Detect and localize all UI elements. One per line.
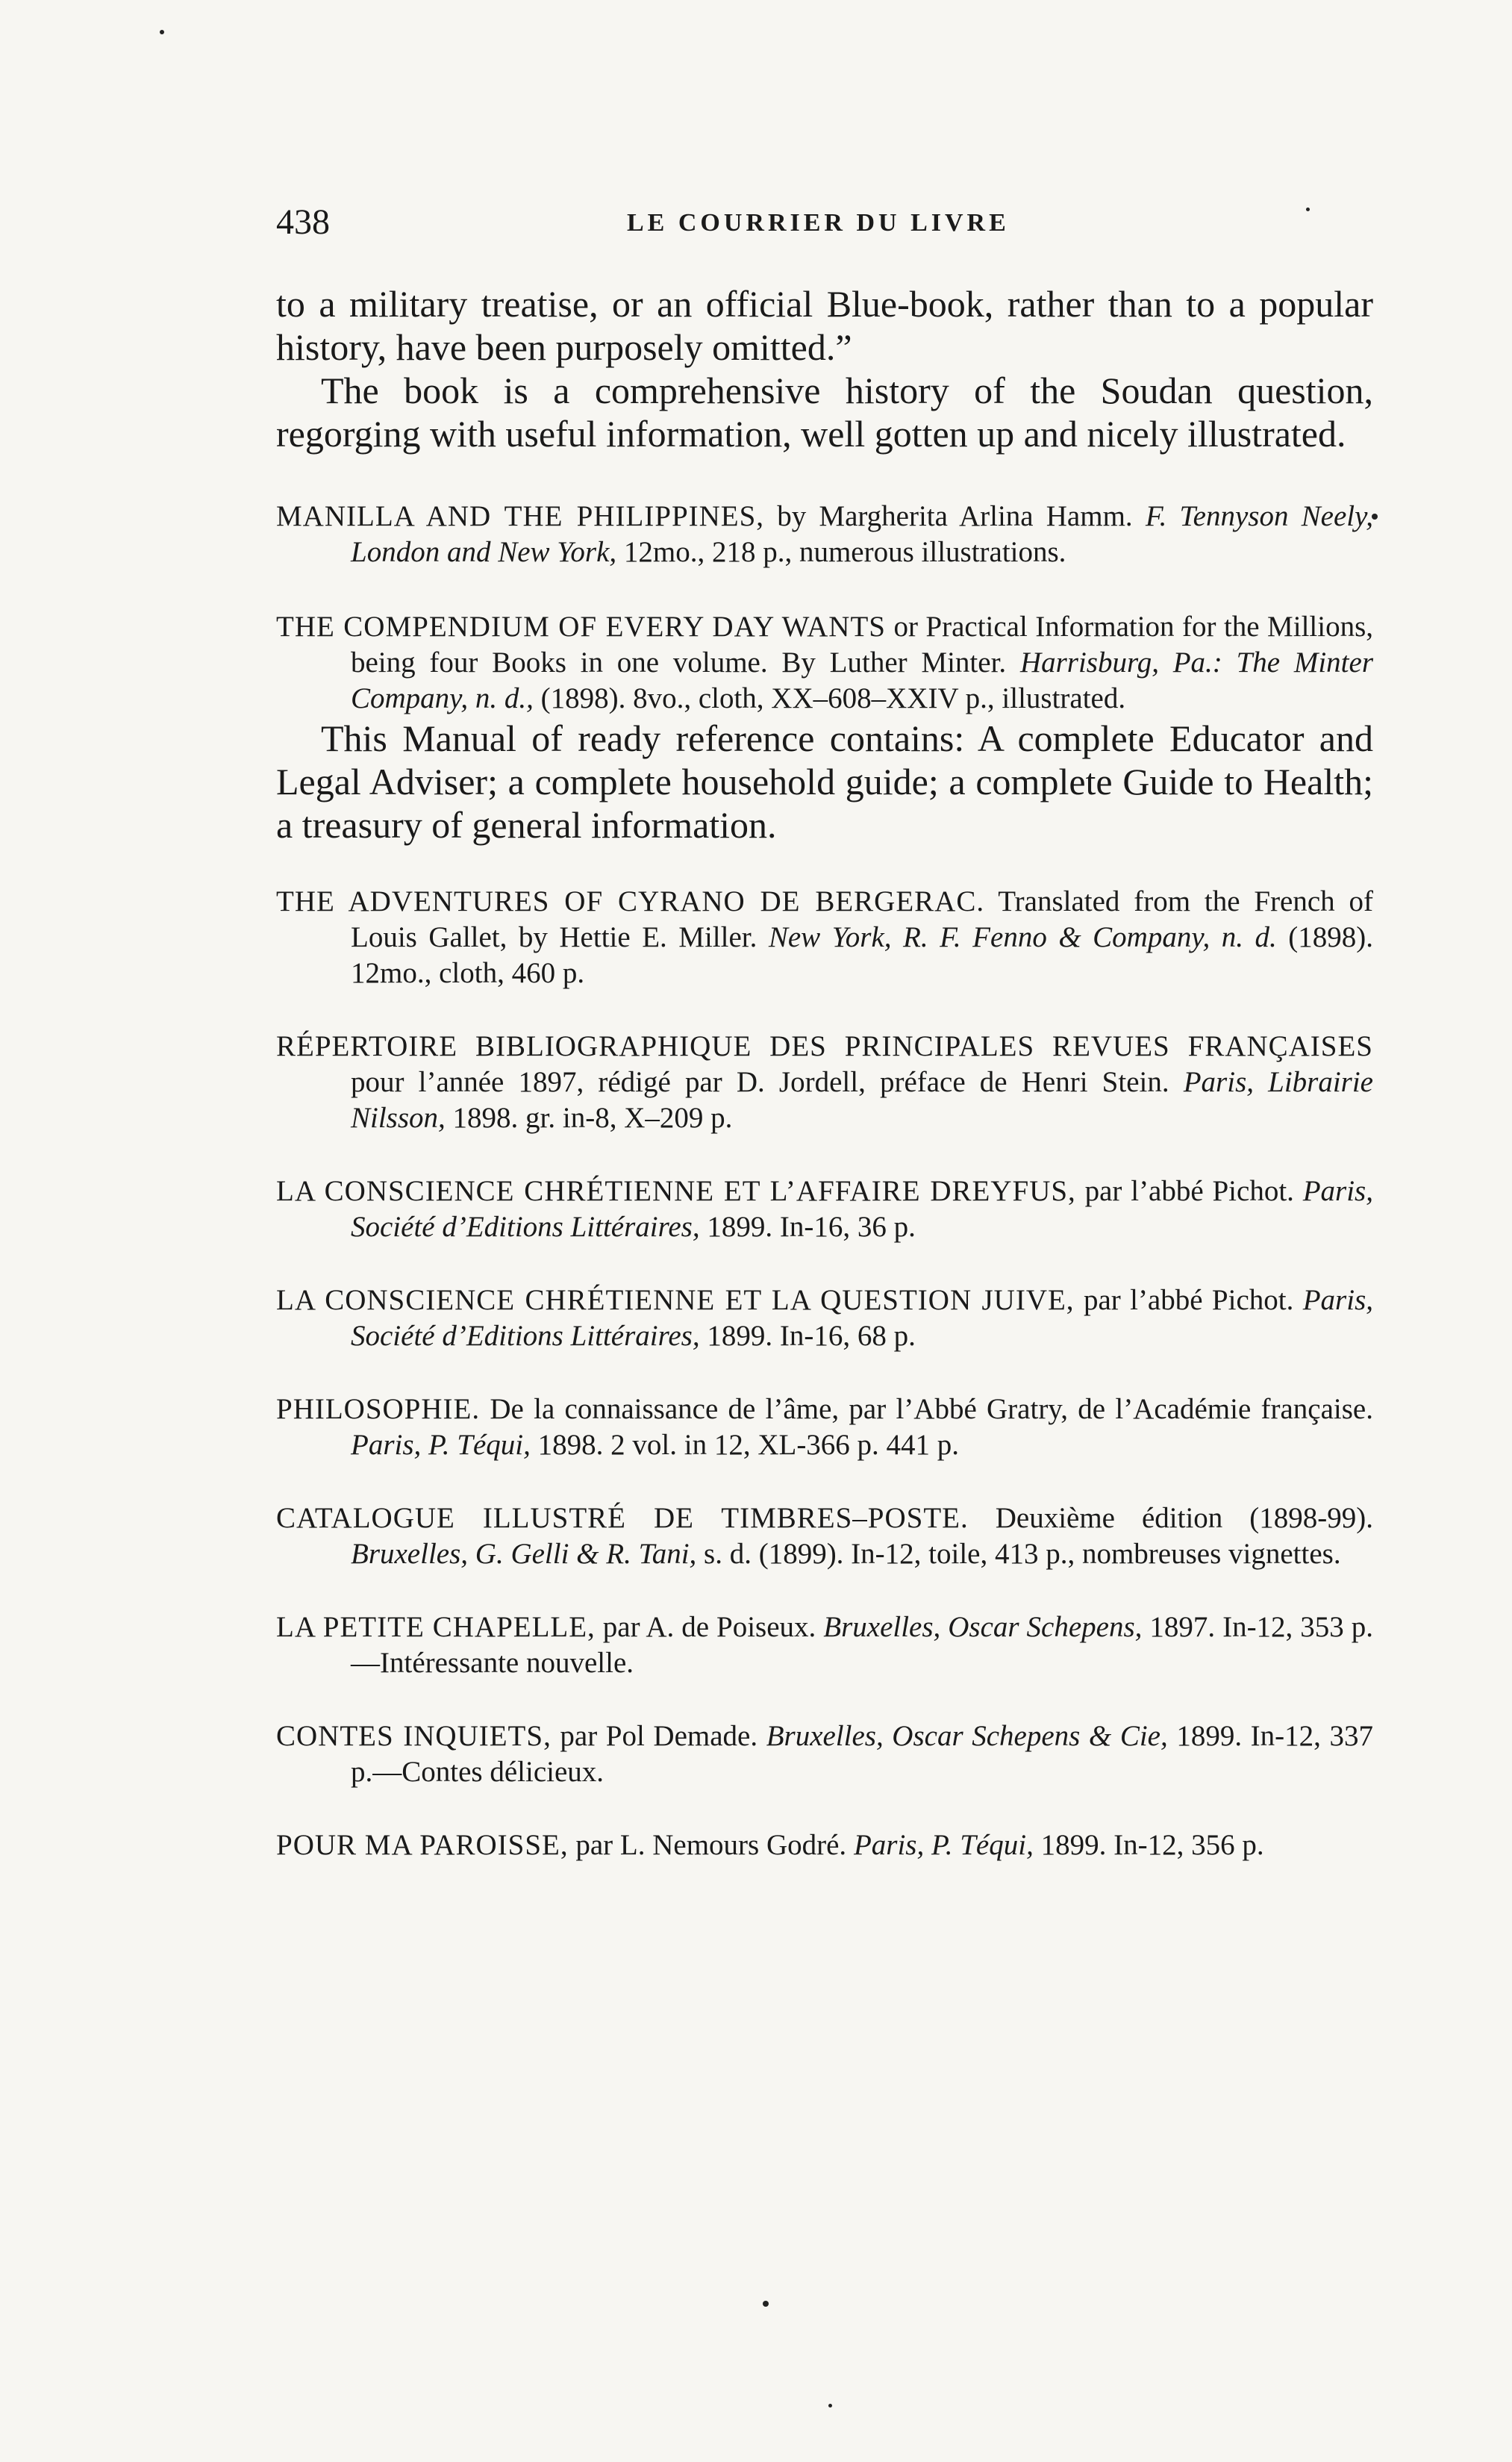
- entry-text: or Practical Information for the Millions, being four Books in one volume. By Luther Minter.: [351, 611, 1374, 679]
- entry-imprint: Paris, Librairie Nilsson,: [351, 1066, 1373, 1134]
- entry-imprint: Paris, P. Téqui,: [853, 1829, 1034, 1861]
- intro-paragraph: The book is a comprehensive history of the Soudan question, regorging with useful information, well gotten up and nicely illustrated.: [276, 370, 1373, 455]
- entry-imprint: Paris, P. Téqui,: [351, 1429, 531, 1461]
- entry-title: THE COMPENDIUM OF EVERY DAY WANTS: [276, 611, 886, 643]
- entry-imprint: New York, R. F. Fenno & Company, n. d.: [768, 921, 1277, 953]
- entry-title: PHILOSOPHIE.: [276, 1393, 481, 1425]
- entry-imprint: Bruxelles, Oscar Schepens,: [823, 1611, 1143, 1643]
- entry-title: MANILLA AND THE PHILIPPINES,: [276, 500, 765, 532]
- entry-text: par A. de Poiseux.: [595, 1611, 824, 1643]
- ink-speck: [160, 30, 164, 34]
- page-number: 438: [276, 202, 330, 242]
- entry-imprint: Harrisburg, Pa.: The Minter Company, n. d.,: [351, 646, 1373, 714]
- entry-title: LA CONSCIENCE CHRÉTIENNE ET LA QUESTION JUIVE,: [276, 1284, 1075, 1316]
- page-body: [276, 282, 1373, 1863]
- entry-title: RÉPERTOIRE BIBLIOGRAPHIQUE DES PRINCIPALES REVUES FRANÇAISES: [276, 1030, 1373, 1062]
- entry-details: (1898). 8vo., cloth, XX–608–XXIV p., illustrated.: [533, 682, 1126, 714]
- intro-paragraph: to a military treatise, or an official Blue-book, rather than to a popular history, have been purposely omitted.”: [276, 283, 1373, 368]
- entry-text: Deuxième édition (1898-99).: [968, 1502, 1373, 1534]
- entry-imprint: Bruxelles, Oscar Schepens & Cie,: [766, 1720, 1168, 1752]
- book-entry: [276, 1174, 1373, 1245]
- entry-details: 1899. In-12, 337 p.—Contes délicieux.: [351, 1720, 1373, 1788]
- entry-title: LA PETITE CHAPELLE,: [276, 1611, 596, 1643]
- entry-text: De la connaissance de l’âme, par l’Abbé Gratry, de l’Académie française.: [480, 1393, 1373, 1425]
- entry-text: par l’abbé Pichot.: [1075, 1175, 1303, 1207]
- entry-details: s. d. (1899). In-12, toile, 413 p., nombreuses vignettes.: [696, 1538, 1341, 1570]
- running-title: LE COURRIER DU LIVRE: [627, 209, 1010, 237]
- book-entry: [276, 1827, 1373, 1863]
- entry-text: par L. Nemours Godré.: [568, 1829, 854, 1861]
- book-entry: [276, 1392, 1373, 1463]
- book-entry: [276, 1718, 1373, 1790]
- ink-speck: [763, 2301, 769, 2307]
- entry-title: CATALOGUE ILLUSTRÉ DE TIMBRES–POSTE.: [276, 1502, 969, 1534]
- entry-details: (1898). 12mo., cloth, 460 p.: [351, 921, 1373, 989]
- entry-text: par Pol Demade.: [551, 1720, 766, 1752]
- entry-imprint: Paris, Société d’Editions Littéraires,: [351, 1284, 1373, 1352]
- entry-details: 1899. In-12, 356 p.: [1033, 1829, 1264, 1861]
- book-entry: [276, 1029, 1373, 1136]
- entry-note: This Manual of ready reference contains: A complete Educator and Legal Adviser; a complete household guide; a complete Guide to Health; a treasury of general information.: [276, 717, 1373, 846]
- entry-text: pour l’année 1897, rédigé par D. Jordell, préface de Henri Stein.: [351, 1066, 1184, 1098]
- book-entry: [276, 1609, 1373, 1681]
- entry-title: CONTES INQUIETS,: [276, 1720, 552, 1752]
- entry-details: 1899. In-16, 36 p.: [699, 1211, 916, 1243]
- book-entry: [276, 1500, 1373, 1572]
- entry-text: par l’abbé Pichot.: [1074, 1284, 1303, 1316]
- entry-imprint: F. Tennyson Neely, London and New York,: [351, 500, 1373, 568]
- entry-details: 1899. In-16, 68 p.: [699, 1320, 916, 1352]
- book-entry: [276, 1283, 1373, 1354]
- entry-imprint: Bruxelles, G. Gelli & R. Tani,: [351, 1538, 697, 1570]
- ink-speck: [828, 2404, 832, 2408]
- entry-details: 12mo., 218 p., numerous illustrations.: [616, 536, 1066, 568]
- book-entry: [276, 609, 1373, 717]
- book-entry: [276, 884, 1373, 991]
- entry-details: 1897. In-12, 353 p.—Intéressante nouvelle.: [351, 1611, 1373, 1679]
- page-header: [276, 202, 1373, 254]
- entry-details: 1898. 2 vol. in 12, XL-366 p. 441 p.: [530, 1429, 960, 1461]
- entry-title: LA CONSCIENCE CHRÉTIENNE ET L’AFFAIRE DREYFUS,: [276, 1175, 1076, 1207]
- entry-text: Translated from the French of Louis Gallet, by Hettie E. Miller.: [351, 885, 1373, 953]
- entry-imprint: Paris, Société d’Editions Littéraires,: [351, 1175, 1373, 1243]
- entry-text: by Margherita Arlina Hamm.: [764, 500, 1146, 532]
- entry-details: 1898. gr. in-8, X–209 p.: [445, 1102, 733, 1134]
- book-entry: [276, 499, 1373, 570]
- entry-title: THE ADVENTURES OF CYRANO DE BERGERAC.: [276, 885, 985, 917]
- entry-title: POUR MA PAROISSE,: [276, 1829, 569, 1861]
